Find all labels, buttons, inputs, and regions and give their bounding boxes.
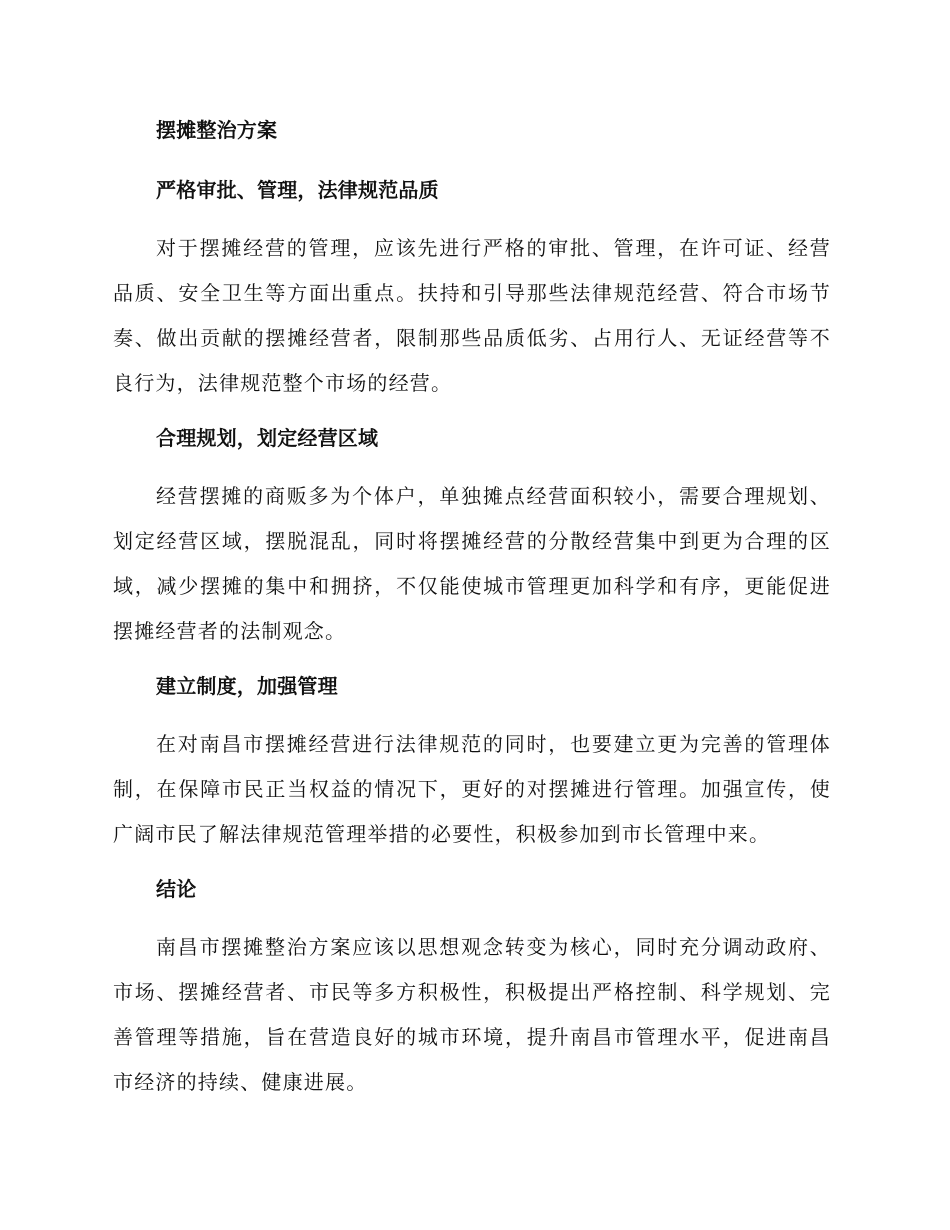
section-conclusion bbox=[113, 867, 831, 1105]
section-body-conclusion: 南昌市摆摊整治方案应该以思想观念转变为核心，同时充分调动政府、市场、摆摊经营者、市民等多方积极性，积极提出严格控制、科学规划、完善管理等措施，旨在营造良好的城市环境，提升南昌市管理水平，促进南昌市经济的持续、健康进展。 bbox=[113, 935, 831, 1094]
section-system-management bbox=[113, 664, 831, 857]
section-heading-conclusion: 结论 bbox=[156, 877, 197, 901]
section-heading-approval-management: 严格审批、管理，法律规范品质 bbox=[156, 178, 439, 202]
section-body-system-management: 在对南昌市摆摊经营进行法律规范的同时，也要建立更为完善的管理体制，在保障市民正当权益的情况下，更好的对摆摊进行管理。加强宣传，使广阔市民了解法律规范管理举措的必要性，积极参加到市长管理中来。 bbox=[113, 732, 831, 846]
section-heading-zoning: 合理规划，划定经营区域 bbox=[156, 426, 379, 450]
section-approval-management bbox=[113, 168, 831, 406]
section-heading-system-management: 建立制度，加强管理 bbox=[156, 674, 338, 698]
document-title: 摆摊整治方案 bbox=[156, 118, 278, 142]
section-zoning bbox=[113, 416, 831, 654]
section-body-approval-management: 对于摆摊经营的管理，应该先进行严格的审批、管理，在许可证、经营品质、安全卫生等方面出重点。扶持和引导那些法律规范经营、符合市场节奏、做出贡献的摆摊经营者，限制那些品质低劣、占用行人、无证经营等不良行为，法律规范整个市场的经营。 bbox=[113, 236, 831, 395]
document-content bbox=[113, 108, 831, 1115]
section-body-zoning: 经营摆摊的商贩多为个体户，单独摊点经营面积较小，需要合理规划、划定经营区域，摆脱混乱，同时将摆摊经营的分散经营集中到更为合理的区域，减少摆摊的集中和拥挤，不仅能使城市管理更加科学和有序，更能促进摆摊经营者的法制观念。 bbox=[113, 484, 831, 643]
